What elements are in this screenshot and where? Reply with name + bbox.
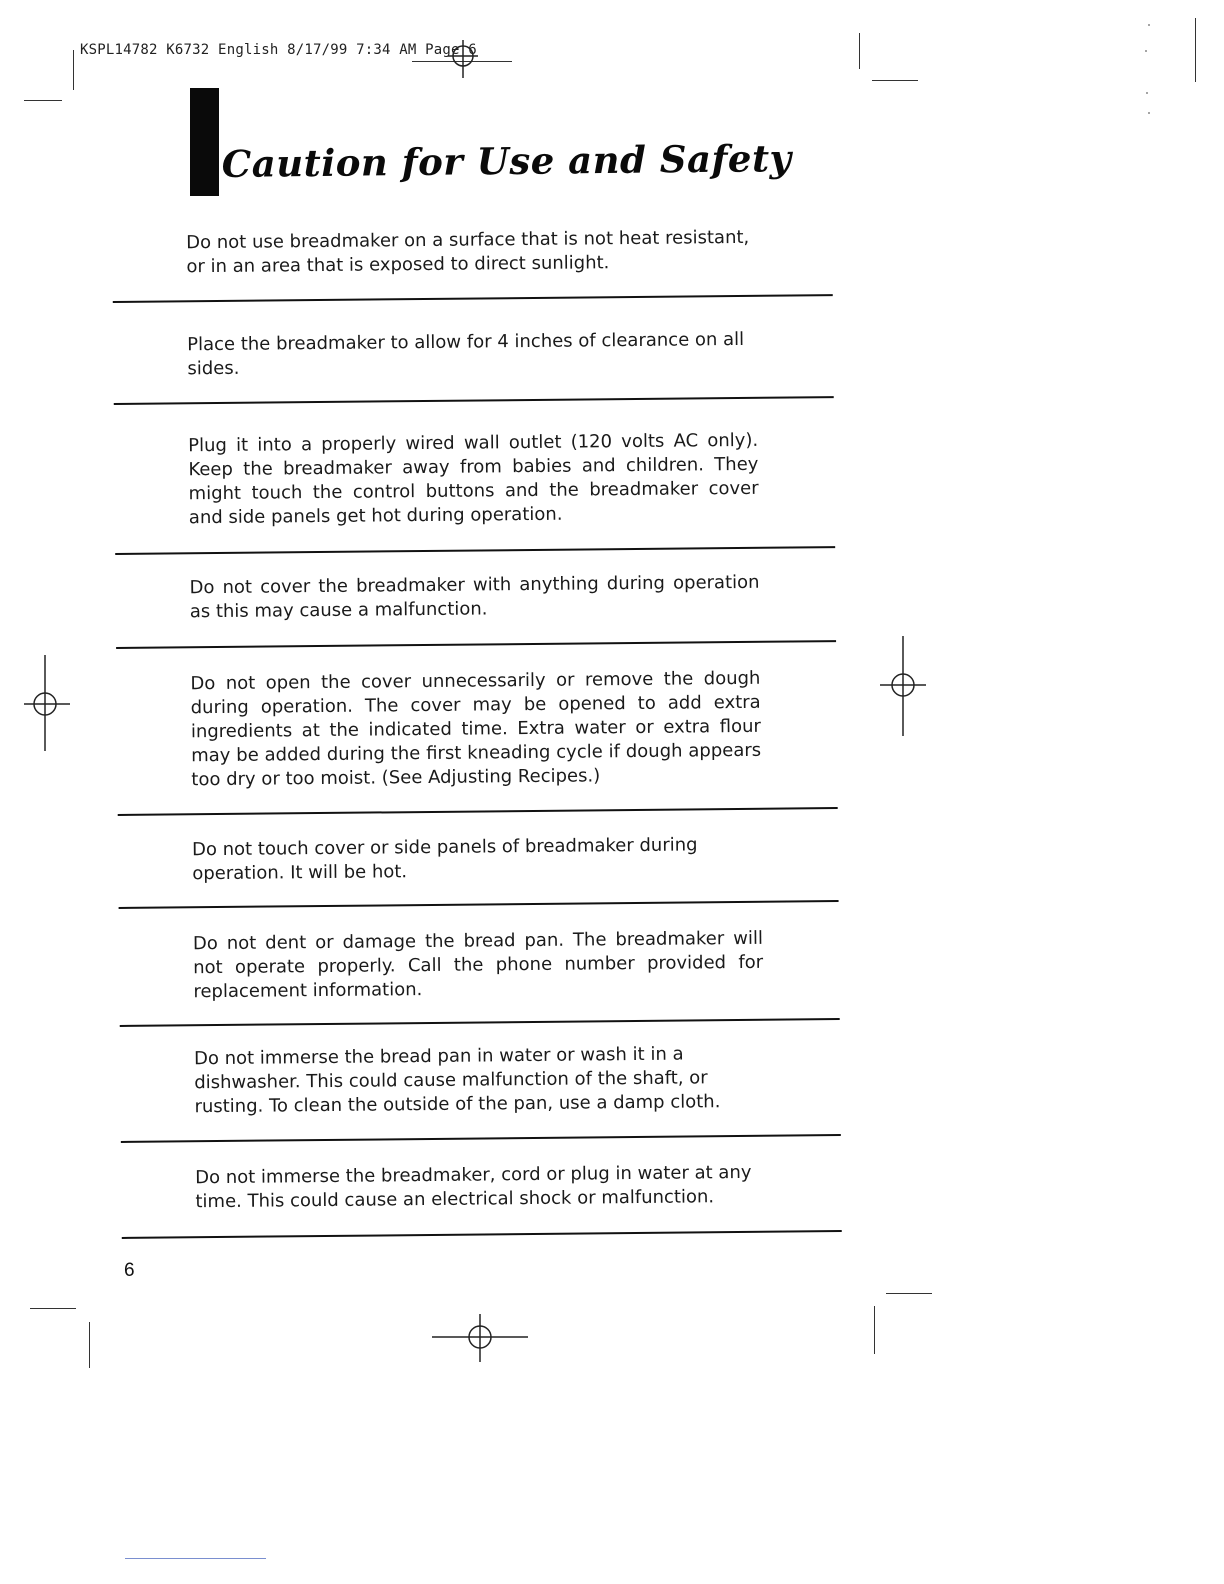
crop-mark-top-left-horizontal bbox=[24, 100, 62, 101]
scan-speck bbox=[1145, 50, 1147, 52]
title-accent-bar bbox=[190, 88, 219, 196]
crop-mark-bottom-right-horizontal bbox=[886, 1293, 932, 1294]
caution-item bbox=[115, 548, 836, 649]
caution-text: Do not cover the breadmaker with anything during operation as this may cause a malfunction. bbox=[189, 571, 760, 623]
scan-speck bbox=[1146, 92, 1148, 94]
registration-mark-bottom-icon bbox=[432, 1312, 530, 1364]
caution-item bbox=[112, 213, 833, 303]
caution-text: Do not immerse the bread pan in water or wash it in a dishwasher. This could cause malfunction of the shaft, or rusting. To clean the outside of the pan, use a damp cloth. bbox=[193, 1043, 721, 1118]
caution-list bbox=[112, 213, 842, 1239]
caution-text: Plug it into a properly wired wall outlet (120 volts AC only). Keep the breadmaker away from babies and children. They might touch the control buttons and the breadmaker cover and side panels get hot during operation. bbox=[188, 429, 759, 529]
caution-text: Do not dent or damage the bread pan. The breadmaker will not operate properly. Call the phone number provided for replacement information. bbox=[192, 927, 764, 1003]
crop-mark-top-right-vertical bbox=[859, 33, 860, 69]
page-number: 6 bbox=[124, 1260, 135, 1281]
caution-item bbox=[121, 1136, 842, 1239]
caution-text: Do not touch cover or side panels of breadmaker during operation. It will be hot. bbox=[191, 834, 698, 885]
crop-mark-bottom-left-vertical bbox=[89, 1322, 90, 1368]
crop-mark-top-right-horizontal bbox=[872, 80, 918, 81]
scan-speck bbox=[1148, 112, 1150, 114]
registration-mark-left-icon bbox=[20, 655, 72, 751]
caution-item bbox=[114, 398, 835, 555]
crop-mark-bottom-right-vertical bbox=[874, 1306, 875, 1354]
caution-text: Place the breadmaker to allow for 4 inches of clearance on all sides. bbox=[187, 328, 745, 380]
caution-text: Do not open the cover unnecessarily or remove the dough during operation. The cover may be opened to add extra ingredients at the indicated time. Extra water or extra flour may be added during the first kneading cycle if dough appears too dry or too moist. (See Adjusting Recipes.) bbox=[190, 667, 762, 791]
crop-mark-top-left-vertical bbox=[73, 50, 74, 90]
registration-mark-right-icon bbox=[876, 636, 928, 736]
caution-item bbox=[113, 296, 834, 405]
crop-mark-bottom-left-horizontal bbox=[30, 1308, 76, 1309]
caution-text: Do not use breadmaker on a surface that is not heat resistant, or in an area that is exposed to direct sunlight. bbox=[186, 226, 750, 278]
scan-edge-line bbox=[125, 1558, 266, 1559]
caution-text: Do not immerse the breadmaker, cord or plug in water at any time. This could cause an electrical shock or malfunction. bbox=[195, 1161, 752, 1213]
scan-speck bbox=[1148, 24, 1150, 26]
caution-item bbox=[120, 1020, 841, 1143]
caution-item bbox=[118, 809, 839, 909]
caution-item bbox=[119, 902, 840, 1027]
print-slug: KSPL14782 K6732 English 8/17/99 7:34 AM Page 6 bbox=[80, 42, 477, 58]
caution-item bbox=[116, 642, 838, 816]
registration-mark-top-icon bbox=[440, 36, 486, 82]
page-title: Caution for Use and Safety bbox=[221, 136, 792, 186]
crop-mark-edge-right bbox=[1195, 18, 1196, 82]
